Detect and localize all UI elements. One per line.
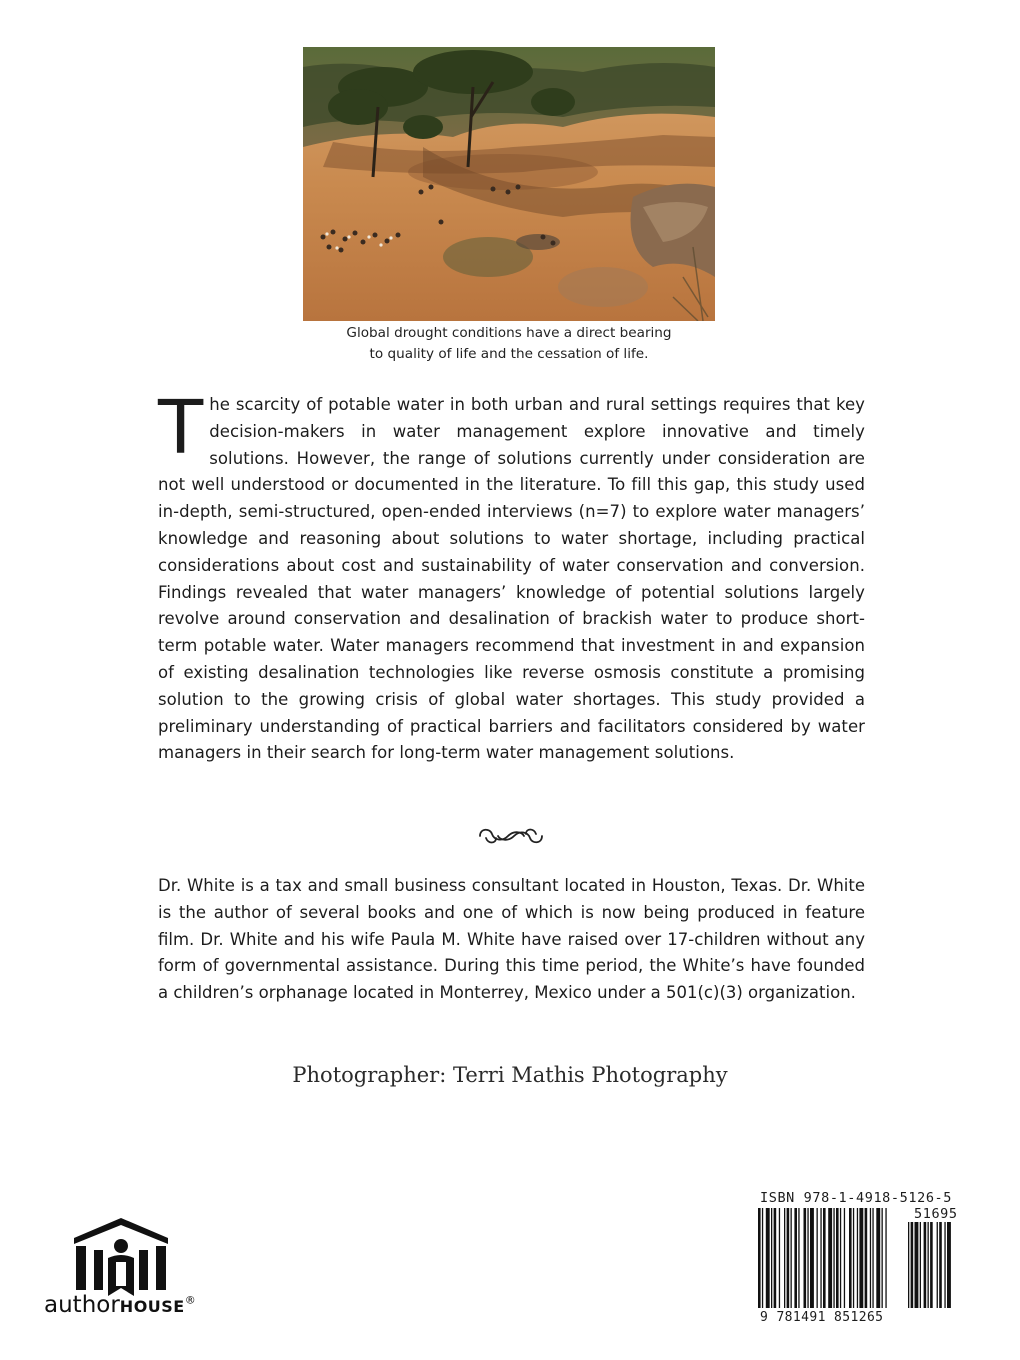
- savanna-photo: [303, 47, 715, 321]
- isbn-text: ISBN 978-1-4918-5126-5: [760, 1190, 953, 1206]
- barcode-bar: [823, 1208, 826, 1308]
- barcode-bar: [807, 1208, 808, 1308]
- photographer-credit: Photographer: Terri Mathis Photography: [292, 1063, 728, 1087]
- barcode-bar: [872, 1208, 873, 1308]
- barcode-bar: [810, 1208, 814, 1308]
- wordmark-house: HOUSE: [119, 1297, 185, 1316]
- caption-line-1: Global drought conditions have a direct bearing: [346, 325, 672, 341]
- barcode-bar: [870, 1208, 871, 1308]
- barcode-bar: [762, 1208, 763, 1308]
- barcode-bar: [885, 1208, 886, 1308]
- barcode-bar: [798, 1208, 799, 1308]
- barcode-bar: [779, 1208, 780, 1308]
- price-bar: [939, 1222, 942, 1308]
- price-bar: [944, 1222, 945, 1308]
- barcode-bar: [771, 1208, 772, 1308]
- barcode-bar: [849, 1208, 852, 1308]
- barcode-bar: [794, 1208, 797, 1308]
- price-bar: [937, 1222, 938, 1308]
- barcode-bar: [758, 1208, 761, 1308]
- barcode-bar: [833, 1208, 834, 1308]
- barcode-bar: [787, 1208, 790, 1308]
- price-bar: [915, 1222, 919, 1308]
- price-bar: [947, 1222, 951, 1308]
- cover-photo: [303, 47, 715, 321]
- barcode-bar: [853, 1208, 854, 1308]
- barcode-bar: [828, 1208, 832, 1308]
- barcode-bar: [857, 1208, 858, 1308]
- abstract-text: he scarcity of potable water in both urban and rural settings requires that key decision-makers in water management explore innovative and timely solutions. However, the range of solutions currently under consideration are not well understood or documented in the literature. To fill this gap, this study used in-depth, semi-structured, open-ended interviews (n=7) to explore water managers’ knowledge and reasoning about solutions to water shortage, including practical considerations about cost and sustainability of water conservation and conversion. Findings revealed that water managers’ knowledge of potential solutions largely revolve around conservation and desalination of brackish water to produce short-term potable water. Water managers recommend that investment in and expansion of existing desalination technologies like reverse osmosis constitute a promising solution to the growing crisis of global water shortages. This study provided a preliminary understanding of practical barriers and facilitators considered by water managers in their search for long-term water management solutions.: [158, 395, 865, 763]
- barcode-bar: [882, 1208, 883, 1308]
- barcode-bar: [836, 1208, 839, 1308]
- photo-caption: [300, 323, 718, 365]
- barcode-bar: [784, 1208, 785, 1308]
- publisher-wordmark: [44, 1292, 196, 1318]
- author-bio: Dr. White is a tax and small business consultant located in Houston, Texas. Dr. White is the author of several books and one of which is now being produced in feature film. Dr. White and his wife Paula M. White have raised over 17-children without any form of governmental assistance. During this time period, the White’s have founded a children’s orphanage located in Monterrey, Mexico under a 501(c)(3) organization.: [158, 876, 865, 1003]
- barcode-bar: [876, 1208, 880, 1308]
- barcode-bar: [804, 1208, 807, 1308]
- barcode-bar: [791, 1208, 792, 1308]
- barcode-bar: [817, 1208, 818, 1308]
- price-bar: [908, 1222, 909, 1308]
- ean-number: 9 781491 851265: [760, 1310, 884, 1325]
- drop-cap: T: [158, 385, 204, 471]
- barcode-bar: [774, 1208, 777, 1308]
- wordmark-author: author: [44, 1292, 120, 1318]
- barcode-bar: [820, 1208, 821, 1308]
- price-bar: [911, 1222, 914, 1308]
- isbn-barcode: [758, 1208, 970, 1312]
- price-bar: [928, 1222, 929, 1308]
- barcode-bar: [865, 1208, 868, 1308]
- price-bar: [920, 1222, 921, 1308]
- barcode-bar: [859, 1208, 863, 1308]
- price-code: 51695: [914, 1206, 958, 1222]
- abstract-paragraph: [158, 385, 865, 767]
- barcode-bar: [840, 1208, 841, 1308]
- price-bar: [930, 1222, 933, 1308]
- barcode-bar: [766, 1208, 770, 1308]
- barcode-bar: [844, 1208, 845, 1308]
- caption-line-2: to quality of life and the cessation of life.: [369, 346, 649, 362]
- price-bar: [924, 1222, 927, 1308]
- registered-mark: ®: [184, 1293, 196, 1307]
- ornament-flourish-icon: [476, 822, 546, 850]
